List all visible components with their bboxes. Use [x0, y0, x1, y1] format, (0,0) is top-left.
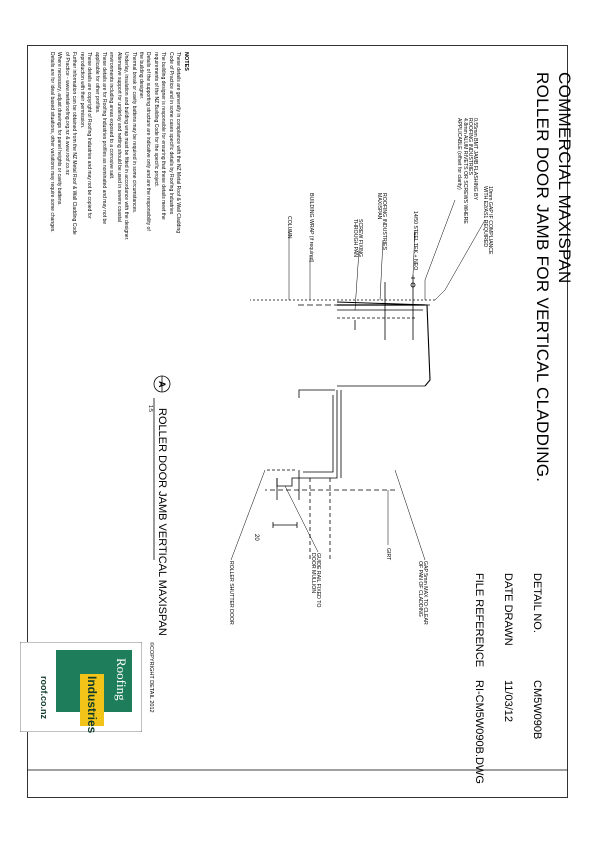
label-roofing-industries: ROOFING INDUSTRIES MAXISPAN: [375, 193, 387, 251]
title-line1: COMMERCIAL MAXISPAN: [555, 72, 574, 284]
label-gap-5mm: GAP 5mm MAX TO CLEAR OF PAN OF CLADDING: [416, 561, 428, 625]
roofing-industries-logo: [20, 642, 142, 732]
notes-line: environments including areas exposed to a corrosive salt.: [108, 52, 115, 180]
title-line2: ROLLER DOOR JAMB FOR VERTICAL CLADDING.: [533, 72, 552, 483]
label-building-wrap: BUILDING WRAP (if required): [308, 193, 314, 263]
label-column: COLUMN: [286, 216, 292, 239]
view-scale: 1:5: [147, 405, 153, 412]
label-girt: GIRT: [385, 548, 391, 561]
notes-line: Alternative support for underlay and netting should be used in severe coastal: [115, 52, 122, 222]
logo-word1: Roofing: [114, 658, 129, 701]
notes-line: Details are for ideal based situations, other variations may require some changes.: [49, 52, 56, 233]
view-tag: A: [157, 381, 167, 388]
notes-line: the building designer.: [137, 52, 144, 100]
guide-rail: [277, 478, 299, 486]
notes-line: These details are copyright of Roofing Industries and may not be copied for: [86, 52, 93, 219]
date-value: 11/03/12: [502, 680, 514, 723]
column-section: [299, 390, 337, 478]
date-label: DATE DRAWN: [502, 573, 514, 646]
label-roller-shutter: ROLLER SHUTTER DOOR: [228, 561, 234, 625]
notes-line: Code of Practice and in some cases specific details by Roofing Industries: [167, 52, 174, 215]
label-steel-tek: 14/50 STEEL TEK + NEO: [412, 211, 418, 271]
notes-line: Details of the supporting structure are indicative only and are the responsibility of: [145, 52, 152, 231]
detail-no-label: DETAIL NO.: [531, 573, 543, 633]
notes-line: reproduction with their permission.: [78, 52, 85, 129]
dim-20: 20: [253, 534, 259, 541]
label-guide-rail: GUIDE RAIL FIXED TO DOOR MULLION: [309, 553, 321, 608]
logo-word2: Industries: [85, 676, 99, 734]
notes-line: Where necessary, adjust drawings for panel heights or cavity battens.: [56, 52, 63, 206]
file-value: RI-CM5W090B.DWG: [473, 680, 485, 784]
notes-line: These details are for Roofing Industries profiles as nominated and may not be: [100, 52, 107, 225]
logo-url: roof.co.nz: [39, 676, 49, 719]
copyright: ©COPYRIGHT DETAIL 2012: [148, 642, 154, 713]
notes-line: Underlay, insulation and building wrap must be fitted in accordance with the designer.: [123, 52, 130, 241]
detail-no: CM5W090B: [531, 680, 543, 740]
label-jamb-flashing: 0.55mm BMT JAMB FLASHING BY ROOFING INDUSTRIES 4.8mm ALUM RIVETS OR SCREWS WHERE APPLICABLE (offset for clarity): [456, 118, 478, 224]
notes-line: Further information can be obtained from the NZ Metal Roof & Wall Cladding Code: [71, 52, 78, 235]
label-gap-compliance: 10mm GAP IF COMPLIANCE WITH E2/AS1 REQUIRED: [481, 186, 493, 255]
jamb-flashing: [337, 302, 430, 386]
notes-heading: NOTES: [183, 52, 189, 71]
notes-line: Thermal break or cavity battens may be required in some circumstances.: [130, 52, 137, 214]
view-title: ROLLER DOOR JAMB VERTICAL MAXISPAN: [156, 408, 168, 636]
label-screw-fixing: SCREW FIXING THROUGH PAN: [351, 219, 363, 258]
file-label: FILE REFERENCE: [473, 573, 485, 668]
notes-line: requirements of the NZ Building Code for the specific project.: [152, 52, 159, 188]
notes-line: applicable for other profiles.: [93, 52, 100, 114]
notes-line: The building designer is responsible for ensuring that these details meet the: [160, 52, 167, 220]
notes-line: of Practice - www.metalroofing.org.nz & www.roof.co.nz: [63, 52, 70, 175]
notes-line: These details are generally in compliance with the NZ Metal Roof & Wall Cladding: [175, 52, 181, 234]
